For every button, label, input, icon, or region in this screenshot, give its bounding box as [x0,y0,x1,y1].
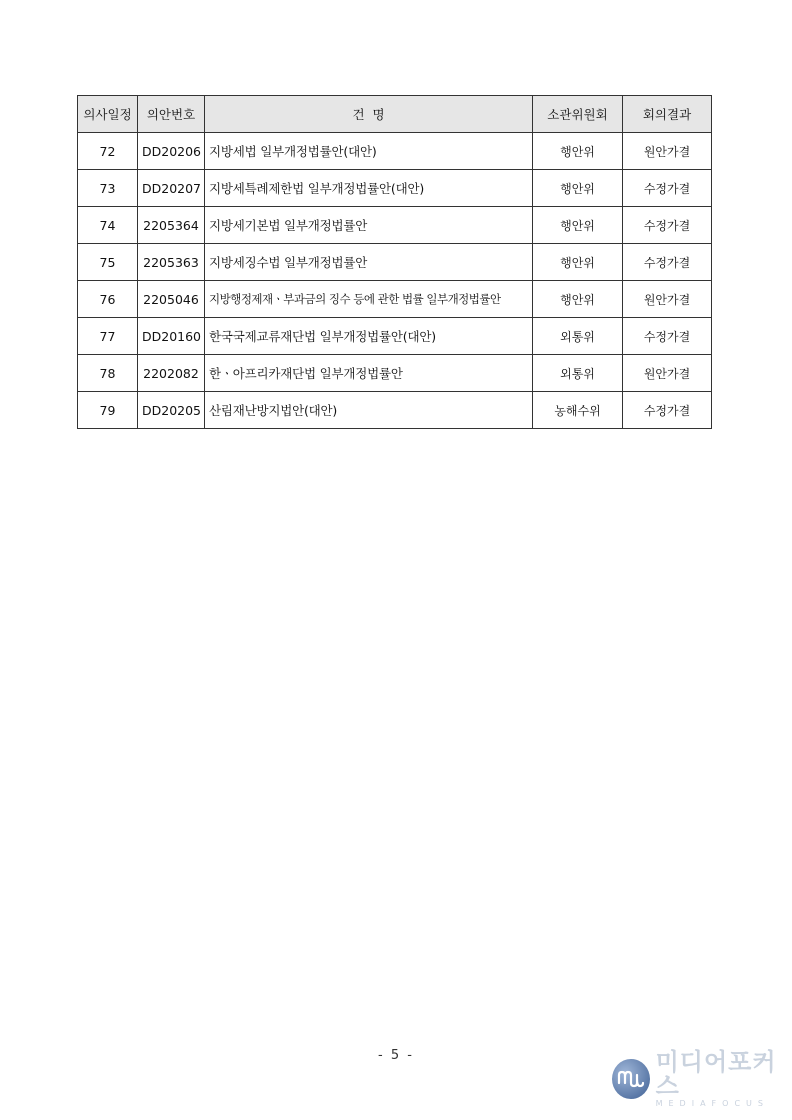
watermark-name: 미디어포커스 [655,1048,777,1100]
agenda-number-cell: 73 [78,170,138,207]
header-committee: 소관위원회 [533,96,623,133]
watermark-text [656,1050,792,1108]
agenda-number-cell: 79 [78,392,138,429]
committee-cell: 행안위 [533,170,623,207]
bill-title-cell: 지방세징수법 일부개정법률안 [205,244,533,281]
bill-title-cell: 한국국제교류재단법 일부개정법률안(대안) [205,318,533,355]
bill-number-cell: DD20207 [138,170,205,207]
bill-number-cell: DD20205 [138,392,205,429]
bill-number-cell: 2205046 [138,281,205,318]
watermark-sub: MEDIAFOCUS [655,1099,769,1108]
committee-cell: 행안위 [533,133,623,170]
table-row [78,170,712,207]
committee-cell: 행안위 [533,207,623,244]
agenda-results-table [77,95,712,429]
agenda-number-cell: 78 [78,355,138,392]
result-cell: 원안가결 [623,355,712,392]
result-cell: 수정가결 [623,170,712,207]
result-cell: 원안가결 [623,133,712,170]
agenda-number-cell: 72 [78,133,138,170]
committee-cell: 행안위 [533,244,623,281]
bill-title-cell: 산림재난방지법안(대안) [205,392,533,429]
committee-cell: 농해수위 [533,392,623,429]
header-bill-title: 건 명 [205,96,533,133]
agenda-number-cell: 76 [78,281,138,318]
page-number: - 5 - [378,1048,414,1063]
committee-cell: 외통위 [533,355,623,392]
agenda-number-cell: 77 [78,318,138,355]
result-cell: 수정가결 [623,207,712,244]
bill-number-cell: DD20206 [138,133,205,170]
agenda-number-cell: 74 [78,207,138,244]
table-row [78,207,712,244]
table-header-row [78,96,712,133]
bill-number-cell: 2205363 [138,244,205,281]
committee-cell: 외통위 [533,318,623,355]
table-row [78,318,712,355]
bill-number-cell: DD20160 [138,318,205,355]
bill-title-cell: 지방행정제재ㆍ부과금의 징수 등에 관한 법률 일부개정법률안 [205,281,533,318]
bill-title-cell: 지방세법 일부개정법률안(대안) [205,133,533,170]
committee-cell: 행안위 [533,281,623,318]
watermark [612,1048,792,1108]
table-row [78,355,712,392]
header-bill-number: 의안번호 [138,96,205,133]
mediafocus-logo-icon [612,1059,650,1099]
header-result: 회의결과 [623,96,712,133]
table-row [78,244,712,281]
table-row [78,133,712,170]
result-cell: 원안가결 [623,281,712,318]
header-agenda-number: 의사일정 [78,96,138,133]
result-cell: 수정가결 [623,318,712,355]
bill-title-cell: 지방세기본법 일부개정법률안 [205,207,533,244]
table-row [78,392,712,429]
bill-number-cell: 2202082 [138,355,205,392]
bill-title-cell: 한ㆍ아프리카재단법 일부개정법률안 [205,355,533,392]
bill-number-cell: 2205364 [138,207,205,244]
agenda-number-cell: 75 [78,244,138,281]
result-cell: 수정가결 [623,244,712,281]
result-cell: 수정가결 [623,392,712,429]
bill-title-cell: 지방세특례제한법 일부개정법률안(대안) [205,170,533,207]
table-row [78,281,712,318]
